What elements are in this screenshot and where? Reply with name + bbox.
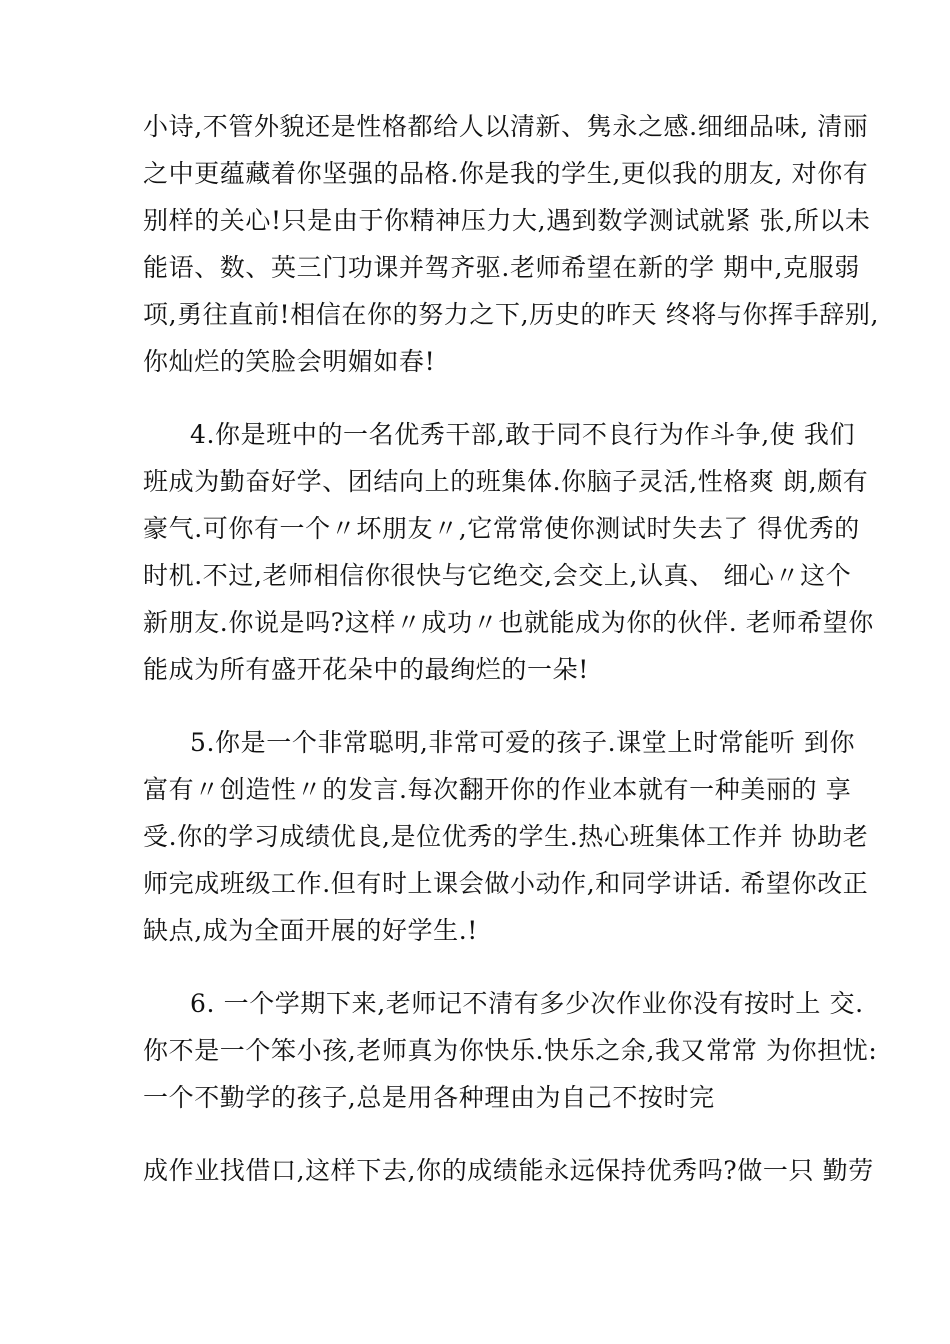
text-line: 时机.不过,老师相信你很快与它绝交,会交上,认真、 细心〃这个 bbox=[143, 561, 852, 590]
text-line: 一个不勤学的孩子,总是用各种理由为自己不按时完 bbox=[143, 1083, 715, 1112]
text-line: 别样的关心!只是由于你精神压力大,遇到数学测试就紧 张,所以未 bbox=[143, 206, 871, 235]
text-line: 富有〃创造性〃的发言.每次翻开你的作业本就有一种美丽的 享 bbox=[143, 775, 852, 804]
text-line: 成作业找借口,这样下去,你的成绩能永远保持优秀吗?做一只 勤劳 bbox=[143, 1156, 874, 1185]
text-line: 5.你是一个非常聪明,非常可爱的孩子.课堂上时常能听 到你 bbox=[190, 728, 856, 757]
text-line: 4.你是班中的一名优秀干部,敢于同不良行为作斗争,使 我们 bbox=[190, 420, 856, 449]
text-line: 项,勇往直前!相信在你的努力之下,历史的昨天 终将与你挥手辞别, bbox=[143, 300, 880, 329]
text-line: 豪气.可你有一个〃坏朋友〃,它常常使你测试时失去了 得优秀的 bbox=[143, 514, 860, 543]
text-line: 小诗,不管外貌还是性格都给人以清新、隽永之感.细细品味, 清丽 bbox=[143, 112, 869, 141]
text-line: 能语、数、英三门功课并驾齐驱.老师希望在新的学 期中,克服弱 bbox=[143, 253, 860, 282]
text-line: 缺点,成为全面开展的好学生.! bbox=[143, 916, 478, 945]
text-line: 之中更蕴藏着你坚强的品格.你是我的学生,更似我的朋友, 对你有 bbox=[143, 159, 869, 188]
text-line: 能成为所有盛开花朵中的最绚烂的一朵! bbox=[143, 655, 589, 684]
text-line: 6. 一个学期下来,老师记不清有多少次作业你没有按时上 交. bbox=[190, 989, 864, 1018]
text-line: 你不是一个笨小孩,老师真为你快乐.快乐之余,我又常常 为你担忧: bbox=[143, 1036, 878, 1065]
text-line: 师完成班级工作.但有时上课会做小动作,和同学讲话. 希望你改正 bbox=[143, 869, 869, 898]
text-line: 你灿烂的笑脸会明媚如春! bbox=[143, 347, 436, 376]
text-line: 受.你的学习成绩优良,是位优秀的学生.热心班集体工作并 协助老 bbox=[143, 822, 869, 851]
text-line: 班成为勤奋好学、团结向上的班集体.你脑子灵活,性格爽 朗,颇有 bbox=[143, 467, 869, 496]
text-line: 新朋友.你说是吗?这样〃成功〃也就能成为你的伙伴. 老师希望你 bbox=[143, 608, 874, 637]
